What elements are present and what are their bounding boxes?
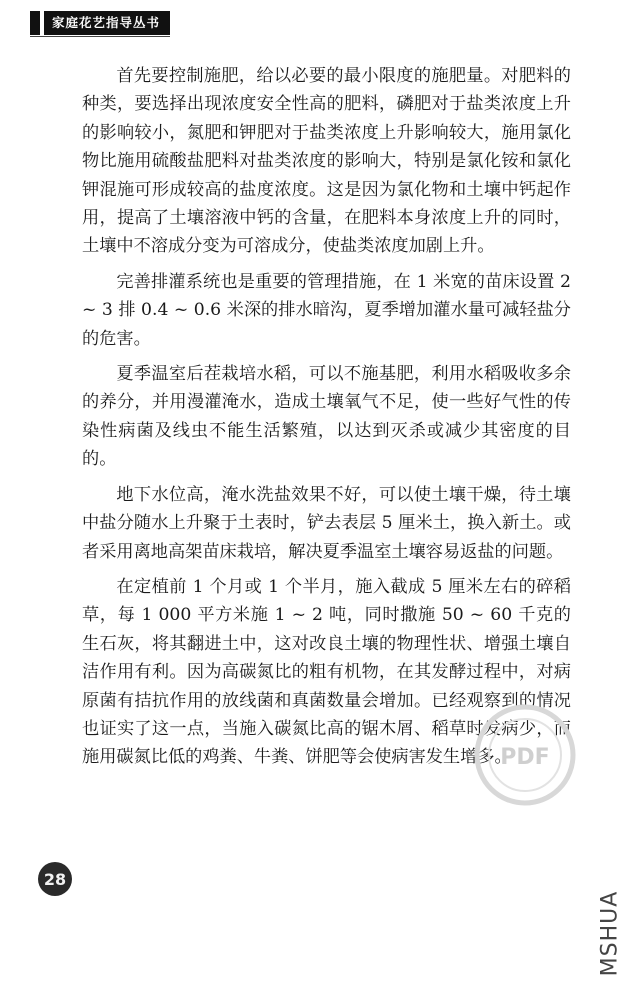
paragraph-4: 地下水位高，淹水洗盐效果不好，可以使土壤干燥，待土壤中盐分随水上升聚于土表时，铲去表层 5 厘米土，换入新土。或者采用离地高架苗床栽培，解决夏季温室土壤容易返盐的问题。 bbox=[82, 484, 571, 562]
paragraph-1: 首先要控制施肥，给以必要的最小限度的施肥量。对肥料的种类，要选择出现浓度安全性高的肥料，磷肥对于盐类浓度上升的影响较小，氮肥和钾肥对于盐类浓度上升影响较大，施用氯化物比施用硫酸盐肥料对盐类浓度的影响大，特别是氯化铵和氯化钾混施可形成较高的盐度浓度。这是因为氯化物和土壤中钙起作用，提高了土壤溶液中钙的含量，在肥料本身浓度上升的同时，土壤中不溶成分变为可溶成分，使盐类浓度加剧上升。 bbox=[82, 66, 571, 257]
series-title: 家庭花艺指导丛书 bbox=[44, 11, 170, 35]
series-header bbox=[30, 10, 170, 36]
header-rule bbox=[30, 36, 170, 37]
header-marker bbox=[30, 11, 40, 35]
side-watermark bbox=[597, 870, 623, 996]
watermark-stamp bbox=[470, 700, 580, 810]
paragraph-2: 完善排灌系统也是重要的管理措施，在 1 米宽的苗床设置 2 ~ 3 排 0.4 ~ 0.6 米深的排水暗沟，夏季增加灌水量可减轻盐分的危害。 bbox=[82, 271, 571, 349]
paragraph-3: 夏季温室后茬栽培水稻，可以不施基肥，利用水稻吸收多余的养分，并用漫灌淹水，造成土壤氧气不足，使一些好气性的传染性病菌及线虫不能生活繁殖，以达到灭杀或减少其密度的目的。 bbox=[82, 364, 571, 470]
body-text bbox=[82, 62, 571, 779]
page-number: 28 bbox=[38, 862, 72, 896]
watermark-stamp-text: PDF bbox=[500, 745, 550, 770]
paragraph-5: 在定植前 1 个月或 1 个半月，施入截成 5 厘米左右的碎稻草，每 1 000 平方米施 1 ~ 2 吨，同时撒施 50 ~ 60 千克的生石灰，将其翻进土中，这对改良土壤的物理性状、增强土壤自洁作用有利。因为高碳氮比的粗有机物，在其发酵过程中，对病原菌有拮抗作用的放线菌和真菌数量会增加。已经观察到的情况也证实了这一点，当施入碳氮比高的锯木屑、稻草时发病少，而施用碳氮比低的鸡粪、牛粪、饼肥等会使病害发生增多。 bbox=[82, 576, 571, 768]
side-watermark-text: MSHUA bbox=[597, 890, 623, 976]
